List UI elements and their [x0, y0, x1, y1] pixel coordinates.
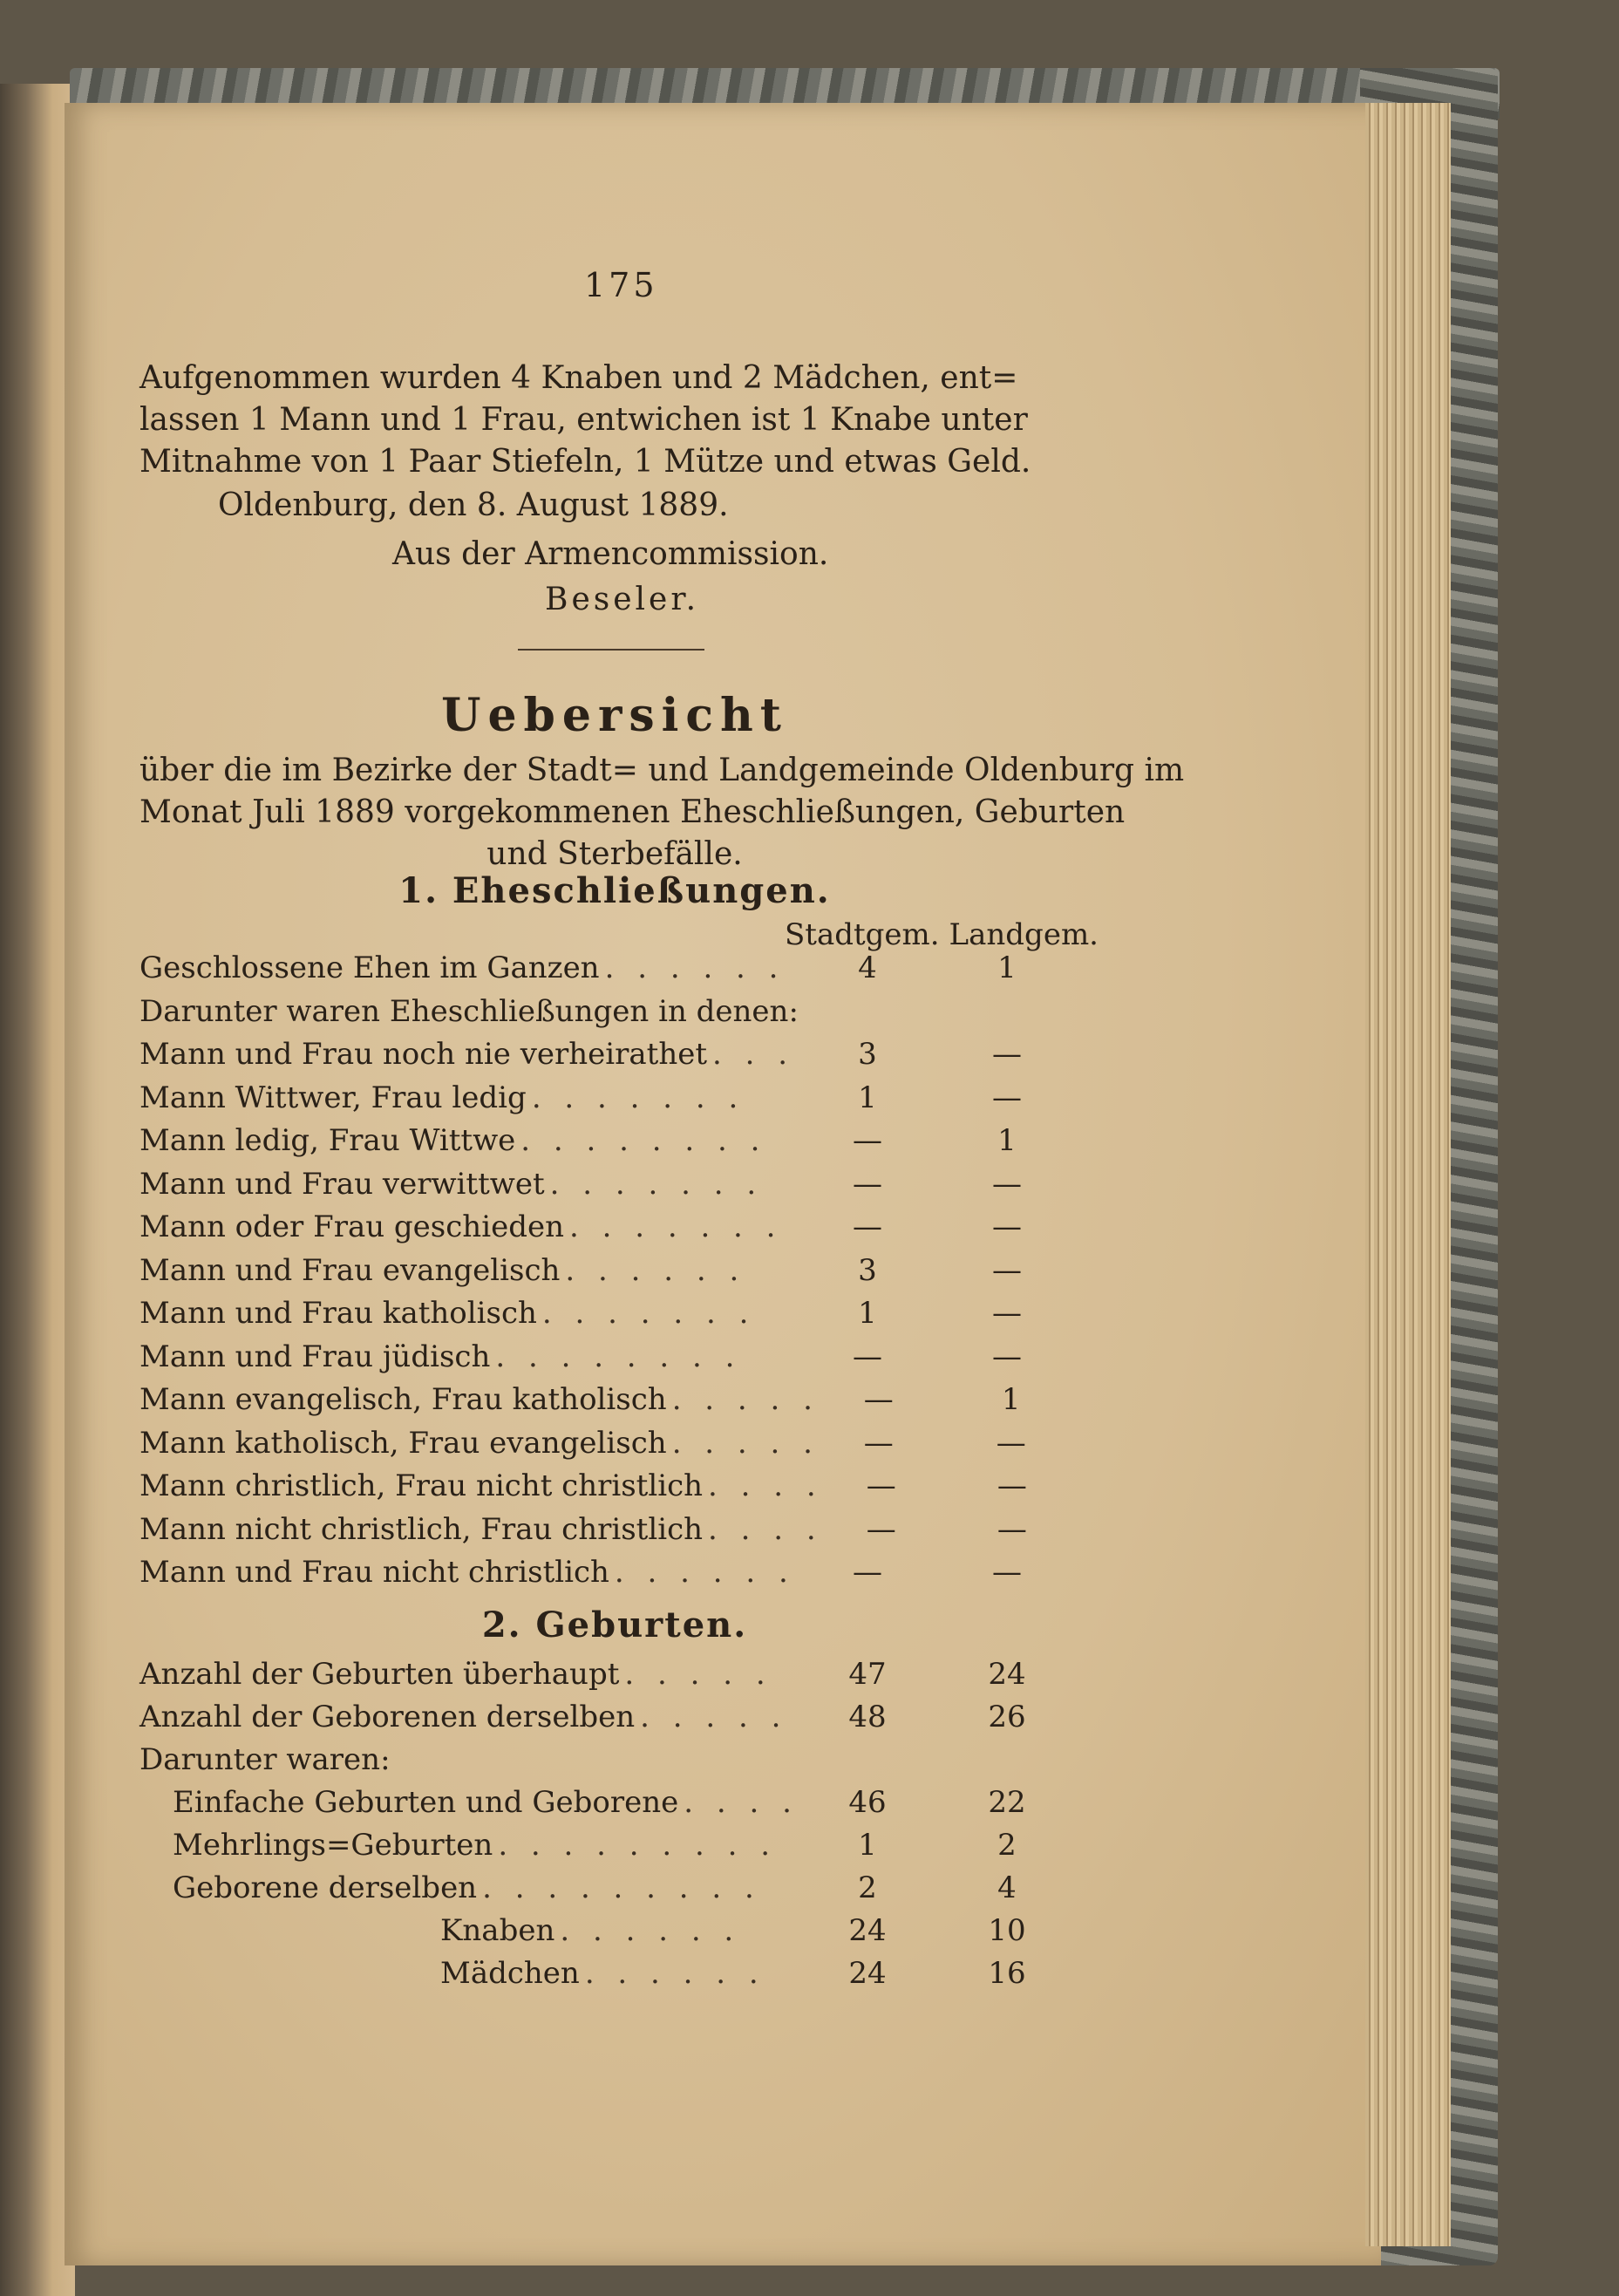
value-city: —: [853, 1209, 882, 1244]
table-row: [139, 1657, 1090, 1699]
row-label: Mann oder Frau geschieden: [139, 1209, 564, 1244]
leader-dots: . . . . .: [624, 1657, 772, 1692]
leader-dots: . . . . . . . . .: [482, 1870, 761, 1905]
column-header-city: Stadtgem.: [785, 917, 940, 952]
row-label: Mann und Frau jüdisch: [139, 1339, 491, 1374]
leader-dots: . . . .: [708, 1468, 823, 1503]
table-row: [139, 1870, 1090, 1912]
leader-dots: . . . . . .: [584, 1956, 765, 1991]
table-row: [139, 1913, 1090, 1955]
leader-dots: . . .: [712, 1037, 795, 1072]
leader-dots: . . . .: [708, 1511, 823, 1547]
signature: Beseler.: [545, 582, 700, 617]
leader-dots: . . . . . . . .: [495, 1339, 742, 1374]
leader-dots: . . . . .: [640, 1700, 788, 1734]
value-rural: 1: [997, 1123, 1017, 1158]
table-row: [139, 1167, 1090, 1209]
value-rural: —: [997, 1511, 1027, 1547]
value-city: 1: [858, 1828, 877, 1863]
section-heading-marriages: 1. Eheschließungen.: [398, 870, 831, 911]
leader-dots: . . . . . .: [604, 950, 786, 985]
value-city: —: [863, 1425, 894, 1461]
table-row: [139, 1742, 1090, 1784]
value-rural: 2: [997, 1828, 1017, 1863]
value-city: 2: [858, 1870, 877, 1905]
leader-dots: . . . . . . .: [541, 1296, 756, 1331]
value-city: 48: [848, 1700, 887, 1734]
value-city: 1: [858, 1080, 877, 1115]
row-label: Mann Wittwer, Frau ledig: [139, 1080, 527, 1115]
table-row: [139, 1382, 1090, 1424]
row-label: Anzahl der Geborenen derselben: [139, 1700, 636, 1734]
column-header-rural: Landgem.: [949, 917, 1099, 952]
authority-line: Aus der Armencommission.: [392, 536, 829, 572]
row-label: Anzahl der Geburten überhaupt: [139, 1657, 620, 1692]
table-row: [139, 1123, 1090, 1165]
leader-dots: . . . .: [684, 1785, 799, 1820]
subtitle-line: über die im Bezirke der Stadt= und Landgemeinde Oldenburg im: [139, 753, 1185, 788]
value-rural: 22: [988, 1785, 1026, 1820]
leader-dots: . . . . . .: [565, 1252, 746, 1288]
row-label: Knaben: [440, 1913, 555, 1948]
table-row: [139, 994, 1090, 1036]
value-rural: —: [992, 1296, 1022, 1331]
row-label: Einfache Geburten und Geborene: [173, 1785, 679, 1820]
intro-paragraph: [139, 358, 1090, 483]
date-line: Oldenburg, den 8. August 1889.: [218, 487, 729, 523]
table-row: [139, 1785, 1090, 1827]
row-label: Mehrlings=Geburten: [173, 1828, 493, 1863]
value-rural: —: [996, 1425, 1026, 1461]
column-headers: [785, 917, 1099, 952]
intro-line: Mitnahme von 1 Paar Stiefeln, 1 Mütze und etwas Geld.: [139, 444, 1031, 480]
value-city: —: [853, 1123, 882, 1158]
row-label: Mann und Frau evangelisch: [139, 1252, 561, 1288]
value-city: 47: [848, 1657, 887, 1692]
value-rural: —: [992, 1166, 1022, 1202]
table-row: [139, 1037, 1090, 1079]
value-city: —: [863, 1382, 894, 1417]
row-label: Mann christlich, Frau nicht christlich: [139, 1468, 704, 1503]
leader-dots: . . . . . . .: [549, 1166, 764, 1202]
row-label: Mann ledig, Frau Wittwe: [139, 1123, 516, 1158]
row-label: Darunter waren:: [139, 1742, 391, 1777]
value-rural: 1: [997, 950, 1017, 985]
table-row: [139, 1296, 1090, 1338]
divider-rule: [518, 649, 704, 651]
value-city: 4: [858, 950, 877, 985]
value-rural: —: [992, 1037, 1022, 1072]
leader-dots: . . . . . . . .: [520, 1123, 767, 1158]
leader-dots: . . . . .: [671, 1425, 820, 1461]
value-city: —: [866, 1511, 896, 1547]
table-row: [139, 1339, 1090, 1381]
row-label: Mann und Frau nicht christlich: [139, 1555, 609, 1590]
value-rural: 1: [1001, 1382, 1021, 1417]
value-city: —: [853, 1166, 882, 1202]
value-city: 3: [858, 1252, 877, 1288]
value-rural: —: [992, 1555, 1022, 1590]
row-label: Mann evangelisch, Frau katholisch: [139, 1382, 667, 1417]
value-city: 46: [848, 1785, 887, 1820]
value-city: 1: [858, 1296, 877, 1331]
intro-line: lassen 1 Mann und 1 Frau, entwichen ist 1 Knabe unter: [139, 402, 1028, 438]
table-row: [139, 1828, 1090, 1870]
table-row: [139, 1080, 1090, 1122]
row-label: Mädchen: [440, 1956, 580, 1991]
value-rural: 26: [988, 1700, 1026, 1734]
subtitle-line: und Sterbefälle.: [486, 836, 743, 872]
page-edges: [1365, 103, 1451, 2246]
value-city: 24: [848, 1913, 887, 1948]
value-city: —: [866, 1468, 896, 1503]
row-label: Mann katholisch, Frau evangelisch: [139, 1425, 667, 1461]
table-row: [139, 1253, 1090, 1295]
table-row: [139, 950, 1090, 992]
value-rural: 4: [997, 1870, 1017, 1905]
table-row: [139, 1468, 1090, 1510]
value-city: 24: [848, 1956, 887, 1991]
value-rural: 16: [988, 1956, 1026, 1991]
table-row: [139, 1956, 1090, 1998]
overview-subtitle: [139, 750, 1185, 875]
row-label: Mann nicht christlich, Frau christlich: [139, 1511, 704, 1547]
overview-title: Uebersicht: [441, 689, 788, 742]
value-city: —: [853, 1555, 882, 1590]
value-rural: 24: [988, 1657, 1026, 1692]
leader-dots: . . . . . .: [560, 1913, 741, 1948]
row-label: Mann und Frau verwittwet: [139, 1166, 545, 1202]
value-city: 3: [858, 1037, 877, 1072]
value-rural: —: [992, 1080, 1022, 1115]
value-city: —: [853, 1339, 882, 1374]
leader-dots: . . . . . . .: [531, 1080, 745, 1115]
value-rural: —: [992, 1252, 1022, 1288]
value-rural: —: [992, 1209, 1022, 1244]
leader-dots: . . . . .: [671, 1382, 820, 1417]
table-row: [139, 1209, 1090, 1251]
value-rural: 10: [988, 1913, 1026, 1948]
leader-dots: . . . . . .: [614, 1555, 795, 1590]
table-row: [139, 1426, 1090, 1468]
value-rural: —: [992, 1339, 1022, 1374]
subtitle-line: Monat Juli 1889 vorgekommenen Eheschließungen, Geburten: [139, 794, 1126, 830]
value-rural: —: [997, 1468, 1027, 1503]
intro-line: Aufgenommen wurden 4 Knaben und 2 Mädchen, ent=: [139, 360, 1018, 396]
row-label: Darunter waren Eheschließungen in denen:: [139, 993, 799, 1029]
row-label: Geborene derselben: [173, 1870, 478, 1905]
table-row: [139, 1555, 1090, 1597]
leader-dots: . . . . . . .: [568, 1209, 783, 1244]
section-heading-births: 2. Geburten.: [481, 1604, 748, 1645]
row-label: Geschlossene Ehen im Ganzen: [139, 950, 600, 985]
row-label: Mann und Frau katholisch: [139, 1296, 537, 1331]
page-number: 175: [584, 266, 658, 304]
table-row: [139, 1512, 1090, 1554]
row-label: Mann und Frau noch nie verheirathet: [139, 1037, 708, 1072]
table-row: [139, 1700, 1090, 1741]
leader-dots: . . . . . . . . .: [498, 1828, 778, 1863]
